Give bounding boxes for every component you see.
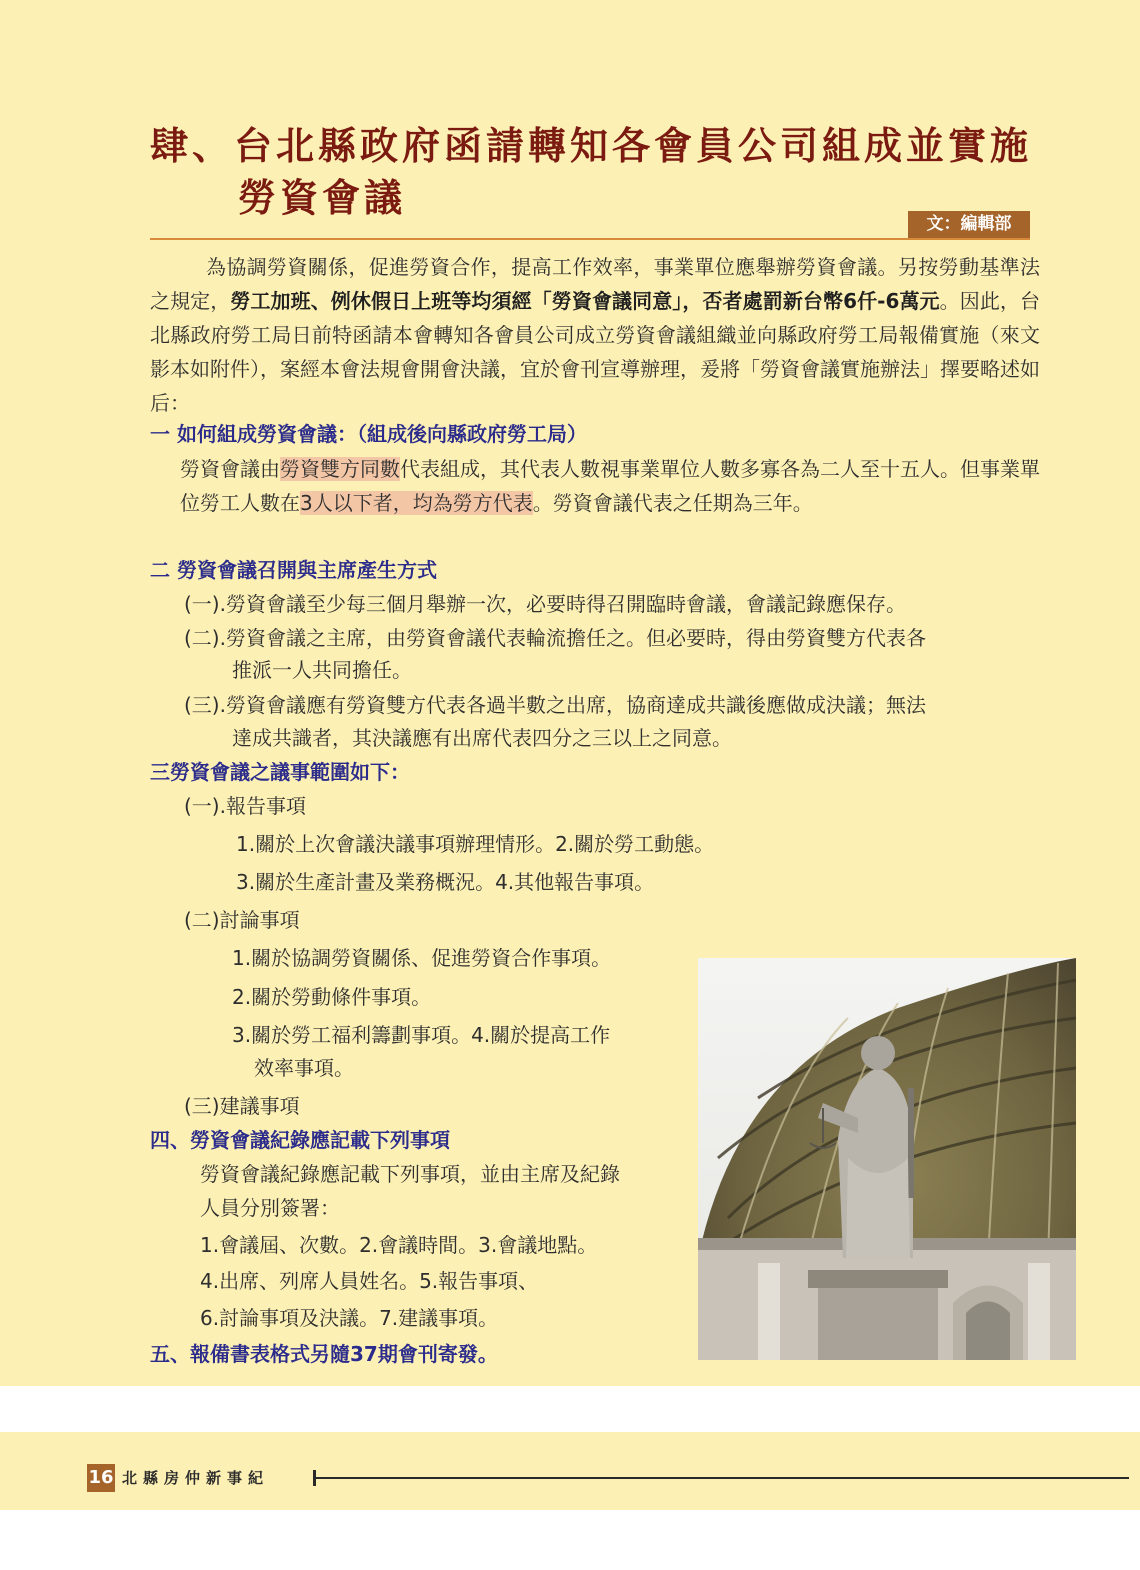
section-4-line-3: 1.會議屆、次數。2.會議時間。3.會議地點。 <box>200 1233 598 1257</box>
article-title <box>150 120 1080 224</box>
section-3-heading: 三勞資會議之議事範圍如下： <box>150 760 410 784</box>
section-1-text-2: 代表組成，其代表人數視事業單位人數多寡各為二人至十五人。但事業單位勞工人數在 <box>180 457 1040 515</box>
section-1-text-3: 。勞資會議代表之任期為三年。 <box>532 491 813 515</box>
section-3-sub-2-line-3: 3.關於勞工福利籌劃事項。4.關於提高工作 <box>232 1023 611 1047</box>
section-2-item-2: (二).勞資會議之主席，由勞資會議代表輪流擔任之。但必要時，得由勞資雙方代表各 <box>184 626 926 650</box>
section-4-heading: 四、勞資會議紀錄應記載下列事項 <box>150 1128 450 1152</box>
section-3-sub-2-line-1: 1.關於協調勞資關係、促進勞資合作事項。 <box>232 946 612 970</box>
section-2-item-3: (三).勞資會議應有勞資雙方代表各過半數之出席，協商達成共識後應做成決議；無法 <box>184 693 926 717</box>
section-4-line-1: 勞資會議紀錄應記載下列事項，並由主席及紀錄 <box>200 1162 620 1186</box>
intro-text-2: 。因此，台北縣政府勞工局日前特函請本會轉知各會員公司成立勞資會議組織並向縣政府勞工局報備實施（來文影本如附件），案經本會法規會開會決議，宜於會刊宣導辦理，爰將「勞資會議實施辦法」擇要略述如后： <box>150 289 1041 415</box>
section-1-highlight-2: 3人以下者，均為勞方代表 <box>300 491 533 515</box>
footer-rule <box>313 1477 1129 1479</box>
section-3-sub-1-line-2: 3.關於生產計畫及業務概況。4.其他報告事項。 <box>236 870 655 894</box>
section-3-sub-1: (一).報告事項 <box>184 794 306 818</box>
page-number: 16 <box>87 1464 115 1492</box>
section-1-paragraph <box>180 452 1040 520</box>
section-3-sub-2-line-2: 2.關於勞動條件事項。 <box>232 985 432 1009</box>
section-5-heading: 五、報備書表格式另隨37期會刊寄發。 <box>150 1342 498 1366</box>
justice-statue-photo <box>698 958 1076 1360</box>
section-2-heading: 二 勞資會議召開與主席產生方式 <box>150 558 437 582</box>
intro-paragraph <box>150 250 1040 420</box>
section-3-sub-1-line-1: 1.關於上次會議決議事項辦理情形。2.關於勞工動態。 <box>236 832 715 856</box>
title-line-2: 勞資會議 <box>238 175 407 220</box>
section-3-sub-3: (三)建議事項 <box>184 1094 300 1118</box>
section-1-heading: 一 如何組成勞資會議：（組成後向縣政府勞工局） <box>150 422 587 446</box>
author-badge: 文：編輯部 <box>908 211 1030 238</box>
section-3-sub-2-line-4: 效率事項。 <box>254 1056 354 1080</box>
section-2-item-3-cont: 達成共識者，其決議應有出席代表四分之三以上之同意。 <box>232 726 732 750</box>
section-2-item-2-cont: 推派一人共同擔任。 <box>232 658 412 682</box>
section-1-text-1: 勞資會議由 <box>180 457 280 481</box>
title-rule <box>150 238 1030 240</box>
section-1-highlight-1: 勞資雙方同數 <box>280 457 400 481</box>
publication-name: 北縣房仲新事紀 <box>122 1469 270 1487</box>
title-line-1: 肆、台北縣政府函請轉知各會員公司組成並實施 <box>150 123 1033 168</box>
section-4-line-4: 4.出席、列席人員姓名。5.報告事項、 <box>200 1269 539 1293</box>
section-4-line-5: 6.討論事項及決議。7.建議事項。 <box>200 1306 499 1330</box>
section-3-sub-2: (二)討論事項 <box>184 908 300 932</box>
intro-bold-text: 勞工加班、例休假日上班等均須經「勞資會議同意」，否者處罰新台幣6仟-6萬元 <box>230 289 940 313</box>
intro-text-1: 為協調勞資關係，促進勞資合作，提高工作效率，事業單位應舉辦勞資會議。另按勞動基準法之規定， <box>150 255 1040 313</box>
section-4-line-2: 人員分別簽署： <box>200 1196 340 1220</box>
section-2-item-1: (一).勞資會議至少每三個月舉辦一次，必要時得召開臨時會議，會議記錄應保存。 <box>184 592 906 616</box>
